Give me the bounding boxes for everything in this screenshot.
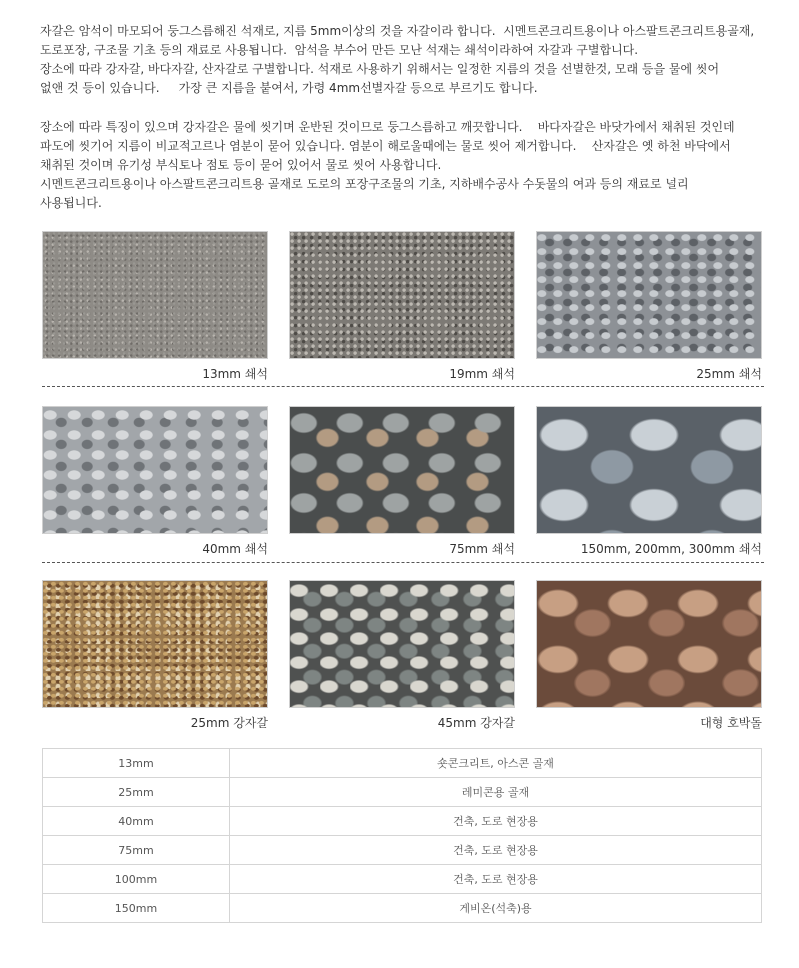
gallery-item [289,231,515,382]
detail-line: 장소에 따라 특징이 있으며 강자갈은 물에 씻기며 운반된 것이므로 둥그스름하고 깨끗합니다. 바다자갈은 바닷가에서 채취된 것인데 [40,120,735,134]
gallery-caption: 19mm 쇄석 [449,367,515,381]
section-divider [42,386,764,387]
boulder-photo [536,580,762,708]
use-cell: 게비온(석축)용 [230,894,762,923]
intro-line: 장소에 따라 강자갈, 바다자갈, 산자갈로 구별합니다. 석재로 사용하기 위해서는 일정한 지름의 것을 선별한것, 모래 등을 물에 씻어 [40,62,720,76]
size-cell: 13mm [43,749,230,778]
gallery-caption: 75mm 쇄석 [449,542,515,556]
spec-table [42,748,762,923]
gallery-item [536,231,762,382]
detail-line: 파도에 씻기어 지름이 비교적고르나 염분이 묻어 있습니다. 염분이 해로울때에는 물로 씻어 제거합니다. 산자갈은 옛 하천 바닥에서 [40,139,731,153]
detail-line: 채취된 것이며 유기성 부식토나 점토 등이 묻어 있어서 물로 씻어 사용합니다. [40,158,442,172]
size-cell: 25mm [43,778,230,807]
use-cell: 레미콘용 골재 [230,778,762,807]
gallery-caption: 13mm 쇄석 [202,367,268,381]
gallery-item [42,406,268,557]
intro-line: 없앤 것 등이 있습니다. 가장 큰 지름을 붙여서, 가령 4mm선별자갈 등으로 부르기도 합니다. [40,81,538,95]
intro-line: 자갈은 암석이 마모되어 둥그스름해진 석재로, 지름 5mm이상의 것을 자갈이라 합니다. 시멘트콘크리트용이나 아스팔트콘크리트용골재, [40,24,755,38]
river-gravel-photo-25mm [42,580,268,708]
table-row [43,865,762,894]
use-cell: 건축, 도로 현장용 [230,865,762,894]
section-divider [42,562,764,563]
table-row [43,807,762,836]
river-gravel-photo-45mm [289,580,515,708]
gallery-caption: 40mm 쇄석 [202,542,268,556]
gallery-item [289,580,515,731]
gravel-photo-25mm [536,231,762,359]
use-cell: 숏콘크리트, 아스콘 골재 [230,749,762,778]
size-cell: 75mm [43,836,230,865]
table-row [43,749,762,778]
gallery-caption: 25mm 강자갈 [190,716,268,730]
gallery-item [536,580,762,731]
size-cell: 40mm [43,807,230,836]
intro-paragraph [40,22,780,98]
table-row [43,894,762,923]
gallery-row [42,231,762,381]
gallery-row [42,406,762,556]
gallery-caption: 150mm, 200mm, 300mm 쇄석 [580,542,762,556]
gallery-caption: 25mm 쇄석 [696,367,762,381]
detail-line: 시멘트콘크리트용이나 아스팔트콘크리트용 골재로 도로의 포장구조물의 기초, 지하배수공사 수돗물의 여과 등의 재료로 널리 [40,177,689,191]
gallery-caption: 대형 호박돌 [700,716,762,730]
size-cell: 150mm [43,894,230,923]
detail-line: 사용됩니다. [40,196,102,210]
intro-line: 도로포장, 구조물 기초 등의 재료로 사용됩니다. 암석을 부수어 만든 모난 석재는 쇄석이라하여 자갈과 구별합니다. [40,43,639,57]
gravel-photo-40mm [42,406,268,534]
gallery-row [42,580,762,730]
gravel-photo-150mm [536,406,762,534]
gallery-item [536,406,762,557]
gravel-photo-19mm [289,231,515,359]
gravel-photo-13mm [42,231,268,359]
use-cell: 건축, 도로 현장용 [230,807,762,836]
table-row [43,836,762,865]
size-cell: 100mm [43,865,230,894]
detail-paragraph [40,118,780,213]
gallery-item [42,231,268,382]
gallery-item [289,406,515,557]
table-row [43,778,762,807]
gallery-caption: 45mm 강자갈 [437,716,515,730]
gallery-item [42,580,268,731]
use-cell: 건축, 도로 현장용 [230,836,762,865]
gravel-photo-75mm [289,406,515,534]
